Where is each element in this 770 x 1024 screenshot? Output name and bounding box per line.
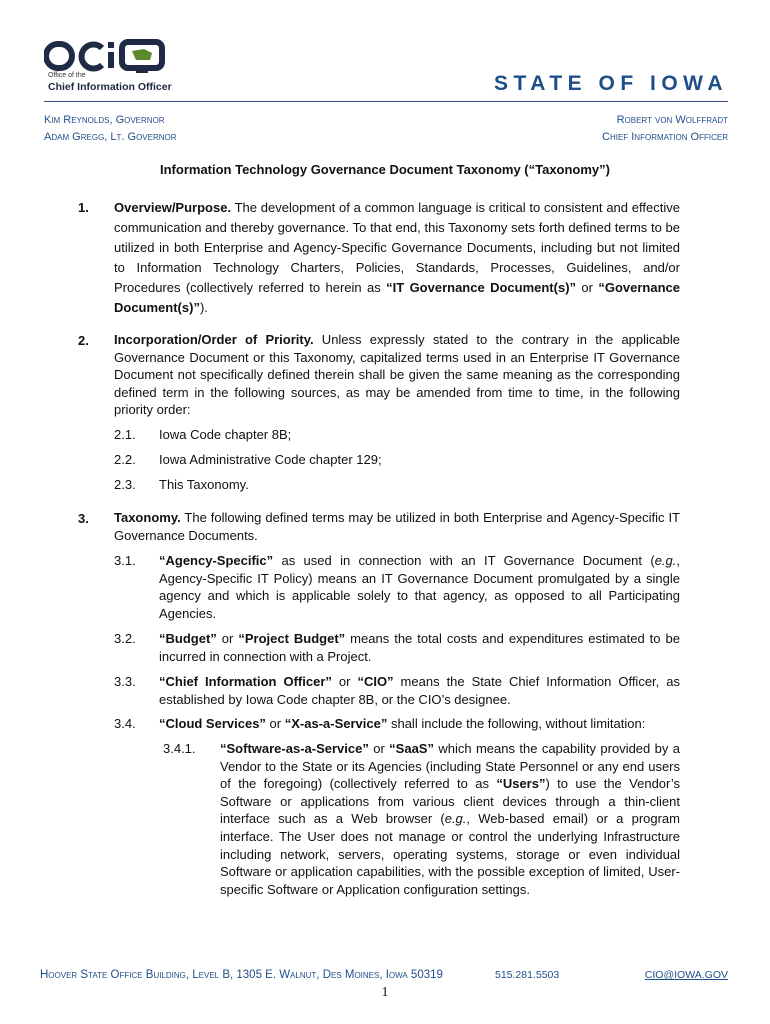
definition-3-1: 3.1. “Agency-Specific” as used in connection with an IT Governance Document (e.g., Agency-Specific IT Policy) means an IT Governance Document promulgated by a single agency and which is applicable solely to that agency, as opposed to all Participating Agencies. xyxy=(114,553,680,621)
section-2 xyxy=(78,331,680,419)
section-number: 2. xyxy=(78,333,89,348)
section-heading: Incorporation/Order of Priority. xyxy=(114,332,314,347)
section-number: 1. xyxy=(78,200,89,215)
section-1 xyxy=(78,198,680,318)
definition-3-3: 3.3. “Chief Information Officer” or “CIO” means the State Chief Information Officer, as established by Iowa Code chapter 8B, or the CIO’s designee. xyxy=(114,674,680,707)
cio-title: Chief Information Officer xyxy=(602,131,728,143)
definition-3-4-1: 3.4.1. “Software-as-a-Service” or “SaaS” which means the capability provided by a Vendor to the State or its Agencies (including State Personnel or any end users of the foregoing) (collectively referred to as “Users”) to use the Vendor’s Software or applications from various client devices through a thin-client interface such as a Web browser (e.g., Web-based email) or a program interface. The User does not manage or control the underlying Infrastructure including network, servers, operating systems, storage or even individual Software or application capabilities, with the possible exception of limited, User-specific Software or Application configuration settings. xyxy=(163,741,680,897)
lt-governor-name: Adam Gregg, Lt. Governor xyxy=(44,131,177,143)
section-heading: Taxonomy. xyxy=(114,510,181,525)
footer-phone: 515.281.5503 xyxy=(495,969,560,981)
document-title: Information Technology Governance Document Taxonomy (“Taxonomy”) xyxy=(160,162,610,177)
cio-block xyxy=(602,112,728,146)
governor-name: Kim Reynolds, Governor xyxy=(44,114,165,126)
section-number: 3. xyxy=(78,511,89,526)
cio-name: Robert von Wolffradt xyxy=(616,114,728,126)
section-body: Overview/Purpose. The development of a common language is critical to consistent and effective communication and thereby governance. To that end, this Taxonomy sets forth defined terms to be utilized in both Enterprise and Agency-Specific Governance Documents, including but not limited to Information Technology Charters, Policies, Standards, Processes, Guidelines, and/or Procedures (collectively referred to herein as “IT Governance Document(s)” or “Governance Document(s)”). xyxy=(114,200,680,315)
definition-3-2: 3.2. “Budget” or “Project Budget” means the total costs and expenditures estimated to be incurred in connection with a Project. xyxy=(114,631,680,664)
list-item: 2.1. Iowa Code chapter 8B; xyxy=(114,427,292,442)
ocio-logo xyxy=(44,38,184,98)
section-body: Incorporation/Order of Priority. Unless expressly stated to the contrary in the applicable Governance Document or this Taxonomy, capitalized terms used in an Enterprise IT Governance Document not specifically defined therein shall be given the same meaning as the corresponding defined term in the following sources, as may be amended from time to time, in the following priority order: xyxy=(114,332,680,417)
state-of-iowa-heading: STATE OF IOWA xyxy=(493,72,728,95)
section-body: Taxonomy. The following defined terms may be utilized in both Enterprise and Agency-Specific IT Governance Documents. xyxy=(114,510,680,543)
footer-address: Hoover State Office Building, Level B, 1305 E. Walnut, Des Moines, Iowa 50319 xyxy=(40,969,443,981)
logo-small-text: Office of the xyxy=(48,72,86,79)
ocio-wordmark xyxy=(44,38,174,74)
page-number: 1 xyxy=(381,985,389,1000)
list-item: 2.2. Iowa Administrative Code chapter 129; xyxy=(114,452,382,467)
logo-big-text: Chief Information Officer xyxy=(48,81,172,93)
footer-email-link[interactable]: CIO@IOWA.GOV xyxy=(644,969,728,981)
definition-3-4: 3.4. “Cloud Services” or “X-as-a-Service” shall include the following, without limitation: xyxy=(114,716,646,731)
section-heading: Overview/Purpose. xyxy=(114,200,232,215)
list-item: 2.3. This Taxonomy. xyxy=(114,477,249,492)
section-3 xyxy=(78,509,680,544)
governor-block xyxy=(44,112,177,146)
header-rule xyxy=(44,101,728,102)
